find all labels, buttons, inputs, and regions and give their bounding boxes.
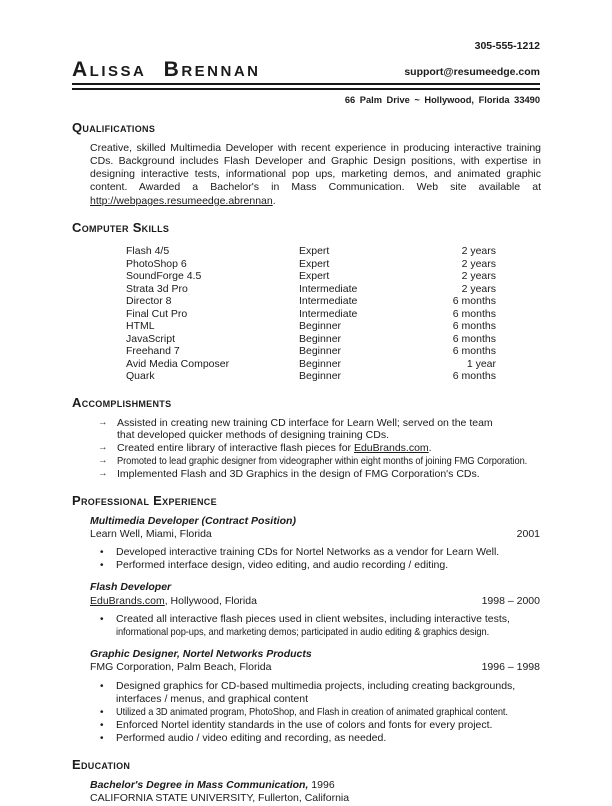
arrow-bullet-icon: → <box>98 454 108 466</box>
skill-level: Beginner <box>299 357 342 370</box>
skill-name: SoundForge 4.5 <box>126 270 202 283</box>
text-segment: interfaces / menus, and graphical content <box>116 692 309 705</box>
job-bullet-text <box>116 559 540 572</box>
skill-level: Intermediate <box>299 307 358 320</box>
computer-skills-title: Computer Skills <box>72 220 170 236</box>
experience-title: Professional Experience <box>72 492 217 508</box>
text-segment: Enforced Nortel identity standards in the use of colors and fonts for every project. <box>116 719 493 731</box>
text-segment: Performed interface design, video editing, and audio recording / editing. <box>116 559 449 572</box>
job-dates: 1998 – 2000 <box>481 594 540 607</box>
skill-name: Final Cut Pro <box>126 307 188 320</box>
skill-level: Beginner <box>299 320 342 333</box>
skill-name: Flash 4/5 <box>126 245 170 258</box>
dot-bullet-icon: • <box>100 547 104 559</box>
section-accomplishments <box>72 395 540 481</box>
header-address: 66 Palm Drive ~ Hollywood, Florida 33490 <box>344 95 540 106</box>
job-bullet-item <box>100 613 540 639</box>
skill-name: Director 8 <box>126 295 172 308</box>
accomplishment-text <box>117 417 540 443</box>
text-segment: Performed audio / video editing and recording, as needed. <box>116 732 387 745</box>
dot-bullet-icon: • <box>100 560 104 572</box>
job-bullet-item <box>100 706 540 719</box>
dot-bullet-icon: • <box>100 680 104 692</box>
job-dates: 1996 – 1998 <box>481 661 540 674</box>
job-title: Graphic Designer, Nortel Networks Products <box>90 648 312 661</box>
company-location <box>90 595 257 608</box>
job-dates: 2001 <box>516 527 540 540</box>
skill-name: HTML <box>126 320 155 333</box>
skill-row <box>126 283 540 296</box>
job-bullet-item <box>100 732 540 745</box>
skill-duration: 6 months <box>452 332 496 345</box>
skill-duration: 1 year <box>466 357 496 370</box>
skill-level: Intermediate <box>299 282 358 295</box>
skill-level: Expert <box>299 270 330 283</box>
experience-jobs <box>72 515 540 746</box>
text-segment: Developed interactive training CDs for Nortel Networks as a vendor for Learn Well. <box>116 546 500 559</box>
text-segment: Assisted in creating new training CD interface for Learn Well; served on the team <box>117 416 493 429</box>
arrow-bullet-icon: → <box>98 416 108 428</box>
skill-row <box>126 333 540 346</box>
job-entry <box>72 581 540 639</box>
section-qualifications <box>72 120 540 208</box>
degree-name: Bachelor's Degree in Mass Communication, <box>90 779 309 792</box>
text-segment: Created entire library of interactive flash pieces for <box>117 442 354 455</box>
text-segment: Promoted to lead graphic designer from videographer within eight months of joining FMG Corporation. <box>117 454 528 467</box>
skill-name: PhotoShop 6 <box>126 257 187 270</box>
qualifications-summary <box>90 142 541 208</box>
text-segment: , Hollywood, Florida <box>164 594 257 607</box>
job-bullet-text <box>116 732 540 745</box>
accomplishments-list <box>98 417 540 481</box>
skill-name: JavaScript <box>126 332 176 345</box>
job-bullet-item <box>100 680 540 706</box>
job-bullet-text <box>116 706 559 719</box>
job-entry <box>72 515 540 573</box>
skill-row <box>126 308 540 321</box>
skill-row <box>126 258 540 271</box>
skill-row <box>126 295 540 308</box>
job-bullet-text <box>116 613 540 639</box>
skill-level: Intermediate <box>299 295 358 308</box>
dot-bullet-icon: • <box>100 720 104 731</box>
skill-duration: 6 months <box>452 295 496 308</box>
skill-name: Freehand 7 <box>126 345 180 358</box>
job-bullet-list <box>100 680 540 745</box>
qualifications-title: Qualifications <box>72 119 156 135</box>
skill-duration: 2 years <box>461 257 496 270</box>
header <box>72 40 540 108</box>
skill-row <box>126 358 540 371</box>
skill-name: Avid Media Composer <box>126 357 230 370</box>
arrow-bullet-icon: → <box>98 467 108 479</box>
job-bullet-item <box>100 559 540 572</box>
accomplishment-text <box>117 468 540 481</box>
skill-level: Expert <box>299 257 330 270</box>
job-entry <box>72 648 540 745</box>
text-segment: informational pop-ups, and marketing demos; participated in audio editing & graphics design. <box>116 626 490 639</box>
text-segment: Designed graphics for CD-based multimedia projects, including creating backgrounds, <box>116 679 516 692</box>
inline-link[interactable]: EduBrands.com <box>90 594 165 607</box>
skill-level: Beginner <box>299 332 342 345</box>
job-bullet-text <box>116 546 540 559</box>
skill-level: Expert <box>299 245 330 258</box>
summary-text: Creative, skilled Multimedia Developer with recent experience in producing interactive training CDs. Background includes Flash Developer and Graphic Design positions, with expertise in designing interactive tests, informational pop ups, marketing demos, and animated graphic content. Awarded a Bachelor's in Mass Communication. Web site available at <box>90 141 541 194</box>
skill-duration: 6 months <box>452 370 496 383</box>
accomplishment-item <box>98 468 540 481</box>
skill-duration: 6 months <box>452 345 496 358</box>
education-title: Education <box>72 757 131 773</box>
accomplishment-text <box>117 455 569 468</box>
skill-row <box>126 245 540 258</box>
text-segment: Created all interactive flash pieces used in client websites, including interactive tests, <box>116 612 510 625</box>
dot-bullet-icon: • <box>100 613 104 625</box>
section-experience <box>72 493 540 746</box>
dot-bullet-icon: • <box>100 706 104 718</box>
skill-duration: 6 months <box>452 320 496 333</box>
person-name: Alissa Brennan <box>72 58 261 82</box>
text-segment: that developed quicker methods of designing training CDs. <box>117 429 389 442</box>
header-phone: 305-555-1212 <box>474 40 540 52</box>
section-computer-skills <box>72 220 540 383</box>
website-link[interactable]: http://webpages.resumeedge.abrennan <box>90 194 273 207</box>
job-bullet-text <box>116 680 540 706</box>
job-bullet-item <box>100 546 540 559</box>
section-education <box>72 757 540 806</box>
school-line: CALIFORNIA STATE UNIVERSITY, Fullerton, California <box>90 792 350 805</box>
accomplishments-title: Accomplishments <box>72 394 172 410</box>
accomplishment-item <box>98 455 540 468</box>
skills-table <box>126 245 540 383</box>
skill-level: Beginner <box>299 345 342 358</box>
text-segment: Implemented Flash and 3D Graphics in the design of FMG Corporation's CDs. <box>117 467 480 480</box>
job-bullet-text <box>116 719 540 732</box>
education-entry <box>90 779 540 806</box>
job-title: Flash Developer <box>90 581 172 594</box>
skill-row <box>126 270 540 283</box>
text-segment: . <box>428 442 432 455</box>
accomplishment-item <box>98 417 540 443</box>
name-row <box>72 58 540 81</box>
company-row <box>90 661 540 674</box>
skill-duration: 6 months <box>452 307 496 320</box>
company-row <box>90 595 540 608</box>
skill-duration: 2 years <box>461 245 496 258</box>
skill-name: Strata 3d Pro <box>126 282 188 295</box>
company-row <box>90 528 540 541</box>
dot-bullet-icon: • <box>100 733 104 745</box>
skill-duration: 2 years <box>461 282 496 295</box>
inline-link[interactable]: EduBrands.com <box>353 442 429 455</box>
degree-line <box>90 779 540 792</box>
text-segment: FMG Corporation, Palm Beach, Florida <box>90 661 272 674</box>
company-location <box>90 661 271 674</box>
job-bullet-list <box>100 613 540 639</box>
degree-year: 1996 <box>308 779 335 792</box>
summary-period: . <box>272 194 276 207</box>
skill-row <box>126 370 540 383</box>
header-double-rule <box>72 83 540 90</box>
accomplishment-text <box>117 442 540 455</box>
accomplishment-item <box>98 442 540 455</box>
company-location <box>90 528 212 541</box>
arrow-bullet-icon: → <box>98 442 108 454</box>
skill-duration: 2 years <box>461 270 496 283</box>
text-segment: Learn Well, Miami, Florida <box>90 527 212 540</box>
job-bullet-item <box>100 719 540 732</box>
skill-row <box>126 320 540 333</box>
skill-level: Beginner <box>299 370 342 383</box>
text-segment: Utilized a 3D animated program, PhotoShop, and Flash in creation of animated graphical content. <box>116 705 508 718</box>
job-title: Multimedia Developer (Contract Position) <box>90 514 296 527</box>
job-bullet-list <box>100 546 540 572</box>
skill-row <box>126 345 540 358</box>
header-email: support@resumeedge.com <box>404 66 540 78</box>
skill-name: Quark <box>126 370 155 383</box>
